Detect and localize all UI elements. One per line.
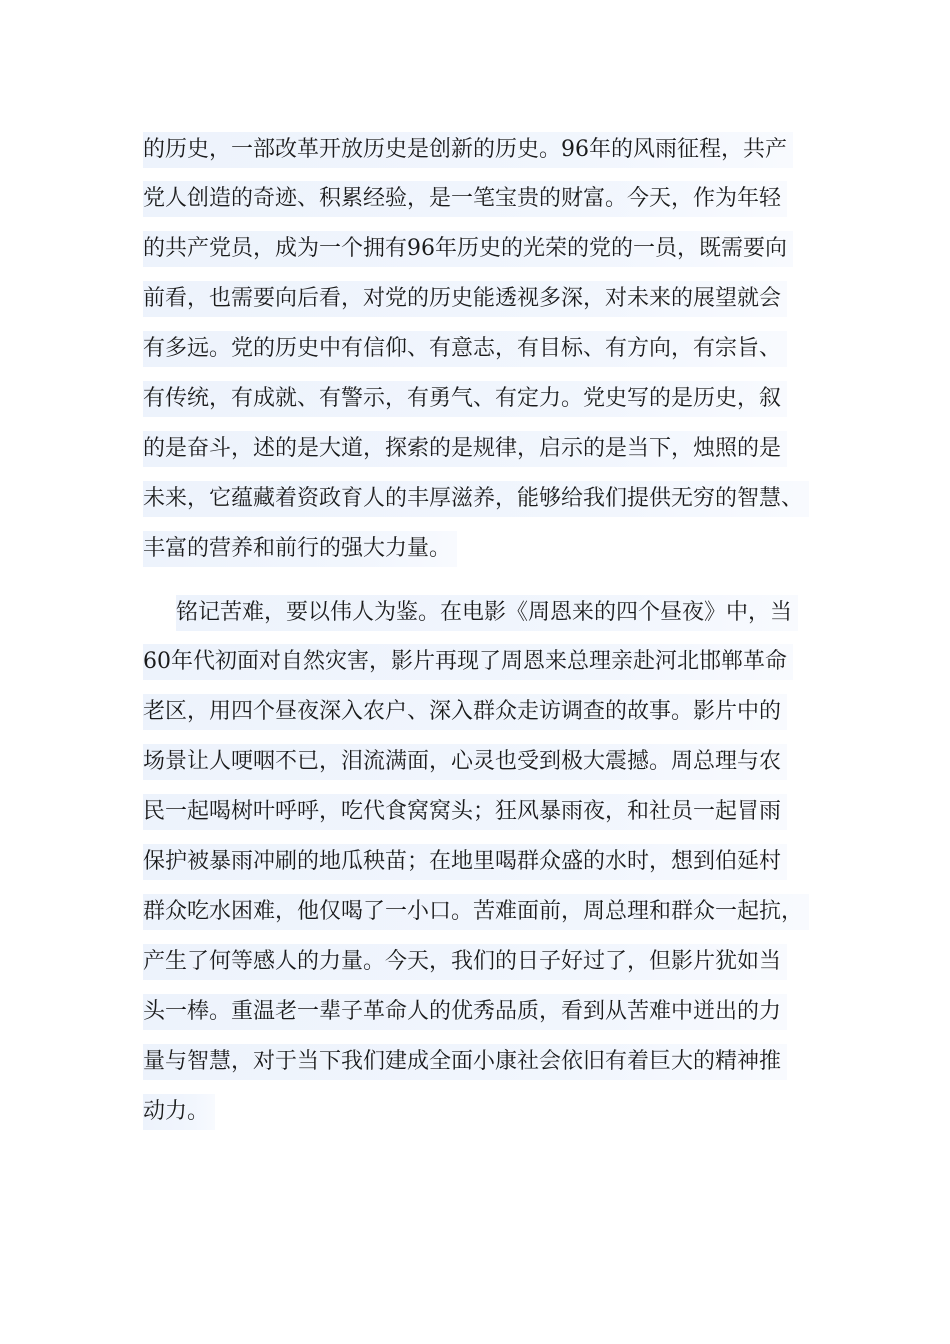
text-line: 有多远。党的历史中有信仰、有意志，有目标、有方向，有宗旨、 bbox=[143, 331, 787, 367]
text-line: 的共产党员，成为一个拥有96年历史的光荣的党的一员，既需要向 bbox=[143, 231, 793, 267]
text-line: 铭记苦难，要以伟人为鉴。在电影《周恩来的四个昼夜》中，当 bbox=[176, 595, 798, 631]
text-line: 党人创造的奇迹、积累经验，是一笔宝贵的财富。今天，作为年轻 bbox=[143, 181, 787, 217]
text-line: 头一棒。重温老一辈子革命人的优秀品质，看到从苦难中迸出的力 bbox=[143, 994, 787, 1030]
text-line: 前看，也需要向后看，对党的历史能透视多深，对未来的展望就会 bbox=[143, 281, 787, 317]
text-line: 未来，它蕴藏着资政育人的丰厚滋养，能够给我们提供无穷的智慧、 bbox=[143, 481, 809, 517]
text-line: 的历史，一部改革开放历史是创新的历史。96年的风雨征程，共产 bbox=[143, 132, 793, 168]
text-line: 动力。 bbox=[143, 1094, 215, 1130]
text-line: 60年代初面对自然灾害，影片再现了周恩来总理亲赴河北邯郸革命 bbox=[143, 644, 793, 680]
text-line: 量与智慧，对于当下我们建成全面小康社会依旧有着巨大的精神推 bbox=[143, 1044, 787, 1080]
text-line: 民一起喝树叶呼呼，吃代食窝窝头；狂风暴雨夜，和社员一起冒雨 bbox=[143, 794, 787, 830]
text-line: 群众吃水困难，他仅喝了一小口。苦难面前，周总理和群众一起抗， bbox=[143, 894, 809, 930]
text-line: 保护被暴雨冲刷的地瓜秧苗；在地里喝群众盛的水时，想到伯延村 bbox=[143, 844, 787, 880]
text-line: 产生了何等感人的力量。今天，我们的日子好过了，但影片犹如当 bbox=[143, 944, 787, 980]
text-line: 的是奋斗，述的是大道，探索的是规律，启示的是当下，烛照的是 bbox=[143, 431, 787, 467]
text-line: 丰富的营养和前行的强大力量。 bbox=[143, 531, 457, 567]
text-line: 有传统，有成就、有警示，有勇气、有定力。党史写的是历史，叙 bbox=[143, 381, 787, 417]
text-line: 老区，用四个昼夜深入农户、深入群众走访调查的故事。影片中的 bbox=[143, 694, 787, 730]
text-line: 场景让人哽咽不已，泪流满面，心灵也受到极大震撼。周总理与农 bbox=[143, 744, 787, 780]
